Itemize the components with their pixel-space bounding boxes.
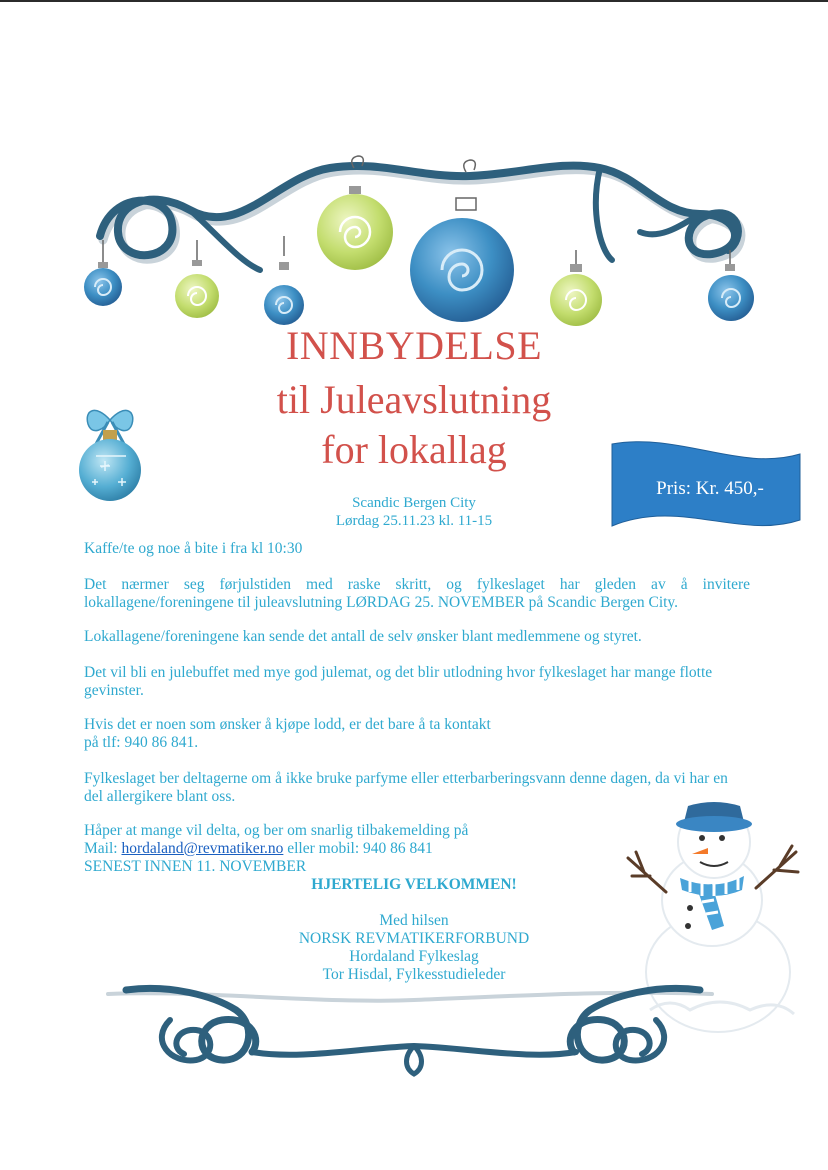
title-line-3: for lokallag <box>321 427 507 472</box>
paragraph-invitation: Det nærmer seg førjulstiden med raske skritt, og fylkeslaget har gleden av å invitere lokallagene/foreningene til juleavslutning LØRDAG 25. NOVEMBER på Scandic Bergen City. <box>84 576 750 611</box>
mail-prefix: Mail: <box>84 840 122 857</box>
paragraph-rsvp <box>84 822 644 876</box>
rsvp-line-1: Håper at mange vil delta, og ber om snarlig tilbakemelding på <box>84 822 469 839</box>
signature-branch: Hordaland Fylkeslag <box>349 948 479 965</box>
venue-datetime: Lørdag 25.11.23 kl. 11-15 <box>335 513 493 529</box>
mobile-text: eller mobil: 940 86 841 <box>283 840 433 857</box>
email-link[interactable]: hordaland@revmatiker.no <box>121 840 284 857</box>
paragraph-buffet: Det vil bli en julebuffet med mye god julemat, og det blir utlodning hvor fylkeslaget har mange flotte gevinster. <box>84 664 713 699</box>
ribbon-flourish-icon <box>108 988 712 1074</box>
lottery-line-2: på tlf: 940 86 841. <box>84 734 199 751</box>
signature-greeting: Med hilsen <box>379 912 449 929</box>
lottery-line-1: Hvis det er noen som ønsker å kjøpe lodd, er det bare å ta kontakt <box>84 716 491 733</box>
welcome-text: HJERTELIG VELKOMMEN! <box>311 876 517 893</box>
paragraph-fragrance: Fylkeslaget ber deltagerne om å ikke bruke parfyme eller etterbarberingsvann denne dagen, da vi har en del allergikere blant oss. <box>84 770 728 805</box>
rsvp-deadline: SENEST INNEN 11. NOVEMBER <box>84 858 307 875</box>
christmas-ornament-icon <box>84 156 754 326</box>
rsvp-line-2 <box>84 840 644 858</box>
title-line-2: til Juleavslutning <box>276 377 552 422</box>
paragraph-coffee: Kaffe/te og noe å bite i fra kl 10:30 <box>84 540 303 557</box>
signature-person: Tor Hisdal, Fylkesstudieleder <box>322 966 506 983</box>
signature-org: NORSK REVMATIKERFORBUND <box>298 930 530 947</box>
paragraph-attendance: Lokallagene/foreningene kan sende det antall de selv ønsker blant medlemmene og styret. <box>84 628 642 645</box>
venue-place: Scandic Bergen City <box>352 495 476 511</box>
title-line-1: INNBYDELSE <box>285 323 543 368</box>
price-label: Pris: Kr. 450,- <box>656 478 764 499</box>
paragraph-lottery <box>84 716 644 752</box>
